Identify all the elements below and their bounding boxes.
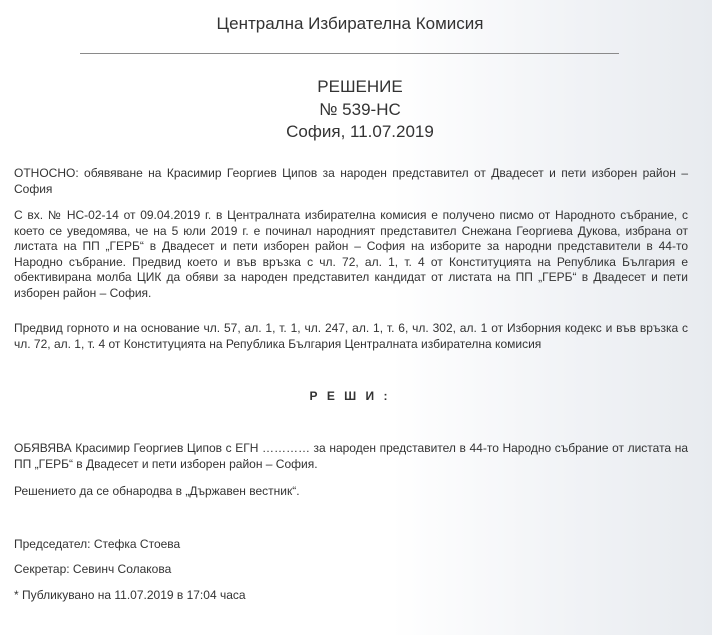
decides-heading: Р Е Ш И : [309,389,391,403]
body-paragraph-2: Предвид горното и на основание чл. 57, ал. 1, т. 1, чл. 247, ал. 1, т. 6, чл. 302, ал. 1 от Изборния кодекс и във връзка с чл. 72, ал. 1, т. 4 от Конституцията на Република България Централната избирателна комисия [14,321,688,351]
regarding-paragraph: ОТНОСНО: обявяване на Красимир Георгиев Ципов за народен представител от Двадесет и пети изборен район – София [14,166,688,196]
publication-paragraph: Решението да се обнародва в „Държавен вестник“. [14,484,300,498]
announcement-paragraph: ОБЯВЯВА Красимир Георгиев Ципов с ЕГН ………… за народен представител в 44-то Народно събрание от листата на ПП „ГЕРБ“ в Двадесет и пети изборен район – София. [14,441,688,471]
organization-title: Централна Избирателна Комисия [216,14,484,33]
decision-title-block [0,76,712,144]
secretary-signature: Секретар: Севинч Солакова [14,562,172,576]
published-note: * Публикувано на 11.07.2019 в 17:04 часа [14,588,246,602]
decision-place-date: София, 11.07.2019 [286,122,434,141]
chair-signature: Председател: Стефка Стоева [14,537,181,551]
header-divider [80,53,619,54]
decision-number: № 539-НС [319,99,401,119]
body-paragraph-1: С вх. № НС-02-14 от 09.04.2019 г. в Централната избирателна комисия е получено писмо от Народното събрание, с което се уведомява, че на 5 юли 2019 г. е починал народният представител Снежана Георгиева Дукова, избрана от листата на ПП „ГЕРБ“ в Двадесет и пети изборен район – София на изборите за народни представители в 44-то Народно събрание. Предвид което и във връзка с чл. 72, ал. 1, т. 4 от Конституцията на Република България е обективирана молба ЦИК да обяви за народен представител кандидат от листата на ПП „ГЕРБ“ в Двадесет и пети изборен район – София. [14,208,688,300]
decision-heading: РЕШЕНИЕ [317,77,403,96]
